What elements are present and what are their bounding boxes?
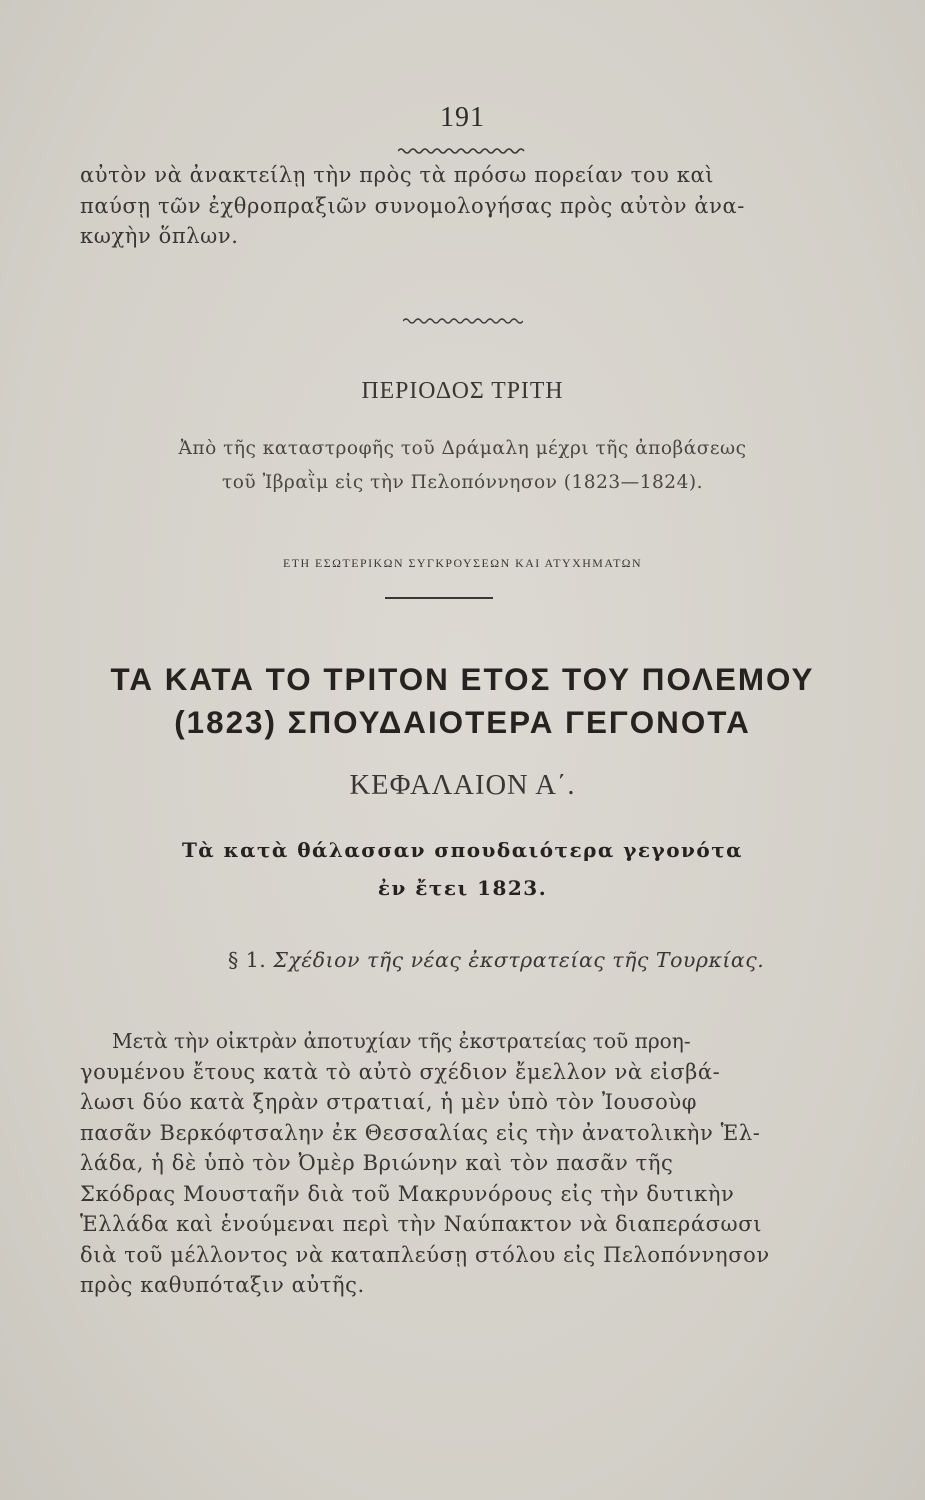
text-line: πασᾶν Βερκόφτσαλην ἐκ Θεσσαλίας εἰς τὴν ἀνατολικὴν Ἑλ- [80, 1120, 761, 1145]
text-line: λάδα, ἡ δὲ ὑπὸ τὸν Ὀμὲρ Βριώνην καὶ τὸν πασᾶν τῆς [80, 1151, 674, 1175]
section-heading [228, 948, 764, 972]
period-years-caption: ΕΤΗ ΕΣΩΤΕΡΙΚΩΝ ΣΥΓΚΡΟΥΣΕΩΝ ΚΑΙ ΑΤΥΧΗΜΑΤΩΝ [282, 556, 643, 570]
chapter-subtitle-line1: Τὰ κατὰ θάλασσαν σπουδαιότερα γεγονότα [181, 838, 744, 862]
chapter-subtitle-line2: ἐν ἔτει 1823. [377, 876, 548, 900]
text-line: γουμένου ἔτους κατὰ τὸ αὐτὸ σχέδιον ἔμελλον νὰ εἰσβά- [80, 1059, 721, 1084]
horizontal-rule [385, 597, 493, 599]
page-number: 191 [440, 102, 485, 133]
period-subtitle-line2: τοῦ Ἰβραῒμ εἰς τὴν Πελοπόννησον (1823—1824). [222, 472, 703, 493]
text-line: διὰ τοῦ μέλλοντος νὰ καταπλεύσῃ στόλου εἰς Πελοπόννησον [80, 1242, 770, 1267]
period-subtitle-line1: Ἀπὸ τῆς καταστροφῆς τοῦ Δράμαλη μέχρι τῆς ἀποβάσεως [178, 438, 747, 459]
intro-paragraph [80, 160, 825, 252]
body-paragraph [80, 1026, 825, 1301]
text-line: λωσι δύο κατὰ ξηρὰν στρατιαί, ἡ μὲν ὑπὸ τὸν Ἰουσοὺφ [80, 1090, 697, 1114]
text-line: κωχὴν ὅπλων. [80, 224, 239, 248]
text-line: παύσῃ τῶν ἐχθροπραξιῶν συνομολογήσας πρὸς αὐτὸν ἀνα- [80, 193, 745, 218]
text-line: Ἑλλάδα καὶ ἑνούμεναι περὶ τὴν Ναύπακτον νὰ διαπεράσωσι [80, 1212, 763, 1236]
chapter-title: ΚΕΦΑΛΑΙΟΝ Α΄. [349, 770, 576, 801]
text-line: πρὸς καθυπόταξιν αὐτῆς. [80, 1273, 365, 1297]
main-heading-line1: ΤΑ ΚΑΤΑ ΤΟ ΤΡΙΤΟΝ ΕΤΟΣ ΤΟΥ ΠΟΛΕΜΟΥ [110, 662, 815, 697]
period-title: ΠΕΡΙΟΔΟΣ ΤΡΙΤΗ [361, 378, 564, 404]
ornament-divider [0, 310, 925, 329]
main-heading-line2: (1823) ΣΠΟΥΔΑΙΟΤΕΡΑ ΓΕΓΟΝΟΤΑ [174, 705, 751, 740]
ornament-divider-top [0, 140, 925, 159]
text-line: Μετὰ τὴν οἰκτρὰν ἀποτυχίαν τῆς ἐκστρατείας τοῦ προη- [112, 1029, 691, 1053]
section-title: Σχέδιον τῆς νέας ἐκστρατείας τῆς Τουρκίας. [273, 948, 765, 972]
text-line: αὐτὸν νὰ ἀνακτείλῃ τὴν πρὸς τὰ πρόσω πορείαν του καὶ [80, 163, 715, 187]
text-line: Σκόδρας Μουσταῆν διὰ τοῦ Μακρυνόρους εἰς τὴν δυτικὴν [80, 1181, 735, 1206]
section-mark: § 1. [228, 948, 267, 972]
